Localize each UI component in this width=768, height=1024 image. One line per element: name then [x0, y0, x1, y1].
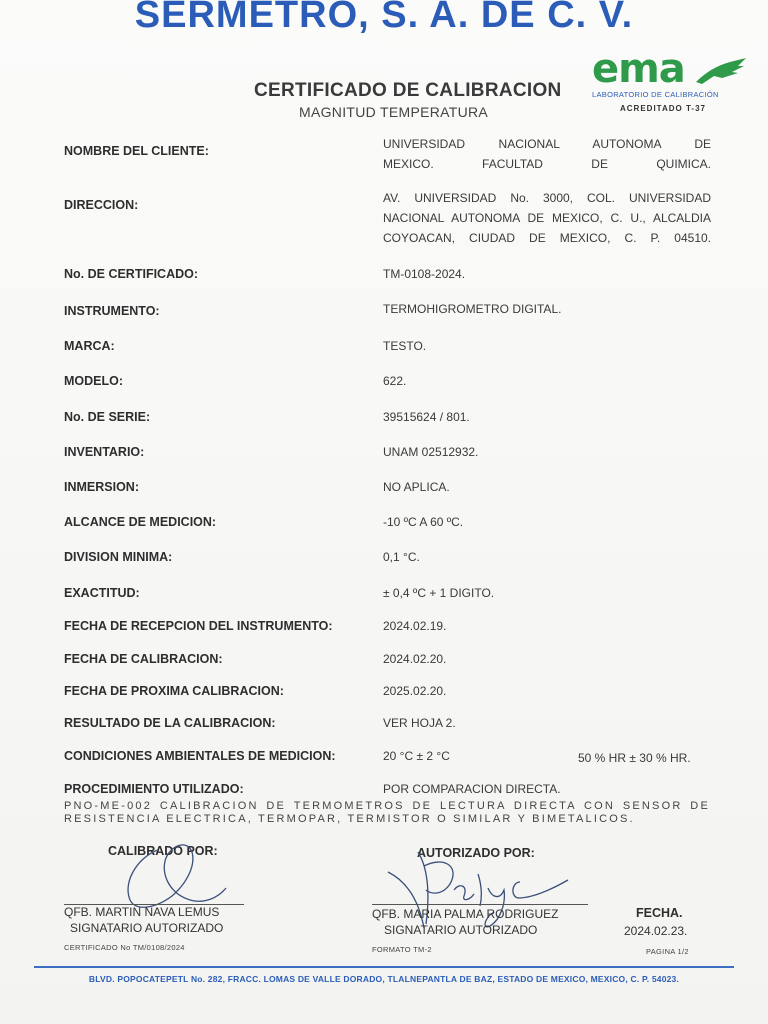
field-label-model: MODELO: [64, 374, 124, 388]
format-code: FORMATO TM-2 [372, 945, 432, 954]
field-label-min-division: DIVISION MINIMA: [64, 550, 173, 564]
field-value-client-line1: UNIVERSIDAD NACIONAL AUTONOMA DE [383, 137, 711, 151]
field-value-reception-date: 2024.02.19. [383, 619, 447, 633]
field-value-client [383, 134, 711, 174]
field-label-procedure: PROCEDIMIENTO UTILIZADO: [64, 782, 244, 796]
authorized-signature-line [372, 904, 588, 905]
field-label-serial: No. DE SERIE: [64, 410, 151, 424]
field-value-inventory: UNAM 02512932. [383, 445, 479, 459]
field-label-reception-date: FECHA DE RECEPCION DEL INSTRUMENTO: [64, 619, 333, 633]
field-label-address: DIRECCION: [64, 198, 139, 212]
certificate-subtitle: MAGNITUD TEMPERATURA [299, 104, 489, 120]
field-label-calibration-date: FECHA DE CALIBRACION: [64, 652, 223, 666]
field-value-calibration-date: 2024.02.20. [383, 652, 447, 666]
field-label-inventory: INVENTARIO: [64, 445, 145, 459]
field-value-result: VER HOJA 2. [383, 716, 456, 730]
field-label-conditions: CONDICIONES AMBIENTALES DE MEDICION: [64, 749, 336, 763]
field-value-humidity-condition: 50 % HR ± 30 % HR. [578, 751, 691, 765]
footer-divider [34, 966, 734, 968]
page-number: PAGINA 1/2 [646, 947, 689, 956]
field-label-next-calibration: FECHA DE PROXIMA CALIBRACION: [64, 684, 284, 698]
field-value-instrument: TERMOHIGROMETRO DIGITAL. [383, 302, 562, 316]
field-label-brand: MARCA: [64, 339, 115, 353]
field-value-temperature-condition: 20 °C ± 2 °C [383, 749, 450, 763]
field-value-next-calibration: 2025.02.20. [383, 684, 447, 698]
field-value-range: -10 ºC A 60 ºC. [383, 515, 464, 529]
authorized-by-role: SIGNATARIO AUTORIZADO [384, 923, 538, 937]
field-value-min-division: 0,1 °C. [383, 550, 420, 564]
field-label-client: NOMBRE DEL CLIENTE: [64, 144, 209, 158]
field-value-model: 622. [383, 374, 407, 388]
certificate-number-small: CERTIFICADO No TM/0108/2024 [64, 943, 185, 952]
footer-address: BLVD. POPOCATEPETL No. 282, FRACC. LOMAS DE VALLE DORADO, TLALNEPANTLA DE BAZ, ESTADO DE MEXICO, MEXICO, C. P. 54023. [88, 974, 680, 984]
field-label-accuracy: EXACTITUD: [64, 586, 140, 600]
field-label-certificate-no: No. DE CERTIFICADO: [64, 267, 199, 281]
certificate-title: CERTIFICADO DE CALIBRACION [254, 80, 562, 101]
field-label-instrument: INSTRUMENTO: [64, 304, 160, 318]
ema-logo-word: ema [592, 46, 685, 92]
field-value-immersion: NO APLICA. [383, 480, 450, 494]
ema-accreditation-text: ACREDITADO T-37 [620, 104, 706, 113]
field-label-immersion: INMERSION: [64, 480, 139, 494]
field-value-address-last: COYOACAN, CIUDAD DE MEXICO, C. P. 04510. [383, 231, 711, 245]
calibrated-by-name: QFB. MARTIN NAVA LEMUS [64, 905, 220, 919]
field-value-address [383, 188, 711, 248]
calibrated-by-heading: CALIBRADO POR: [108, 844, 218, 858]
field-value-procedure: POR COMPARACION DIRECTA. [383, 782, 561, 796]
calibrated-by-role: SIGNATARIO AUTORIZADO [70, 921, 224, 935]
eagle-icon [694, 58, 748, 84]
field-label-range: ALCANCE DE MEDICION: [64, 515, 217, 529]
field-value-certificate-no: TM-0108-2024. [383, 267, 466, 281]
field-value-accuracy: ± 0,4 ºC + 1 DIGITO. [383, 586, 495, 600]
date-value: 2024.02.23. [624, 924, 688, 938]
company-name: SERMETRO, S. A. DE C. V. [134, 0, 634, 36]
field-value-serial: 39515624 / 801. [383, 410, 470, 424]
field-value-brand: TESTO. [383, 339, 427, 353]
ema-laboratory-text: LABORATORIO DE CALIBRACIÓN [592, 90, 719, 99]
field-label-result: RESULTADO DE LA CALIBRACION: [64, 716, 276, 730]
authorized-by-name: QFB. MARIA PALMA RODRIGUEZ [372, 907, 559, 921]
date-heading: FECHA. [636, 906, 683, 920]
field-value-address-lines: AV. UNIVERSIDAD No. 3000, COL. UNIVERSIDAD NACIONAL AUTONOMA DE MEXICO, C. U., ALCALDIA [383, 191, 711, 225]
authorized-by-heading: AUTORIZADO POR: [417, 846, 535, 860]
ema-logo [590, 46, 750, 118]
field-value-client-line2: MEXICO. FACULTAD DE QUIMICA. [383, 157, 711, 171]
procedure-description: PNO-ME-002 CALIBRACION DE TERMOMETROS DE LECTURA DIRECTA CON SENSOR DE RESISTENCIA ELECTRICA, TERMOPAR, TERMISTOR O SIMILAR Y BIMETALICOS. [64, 800, 710, 825]
